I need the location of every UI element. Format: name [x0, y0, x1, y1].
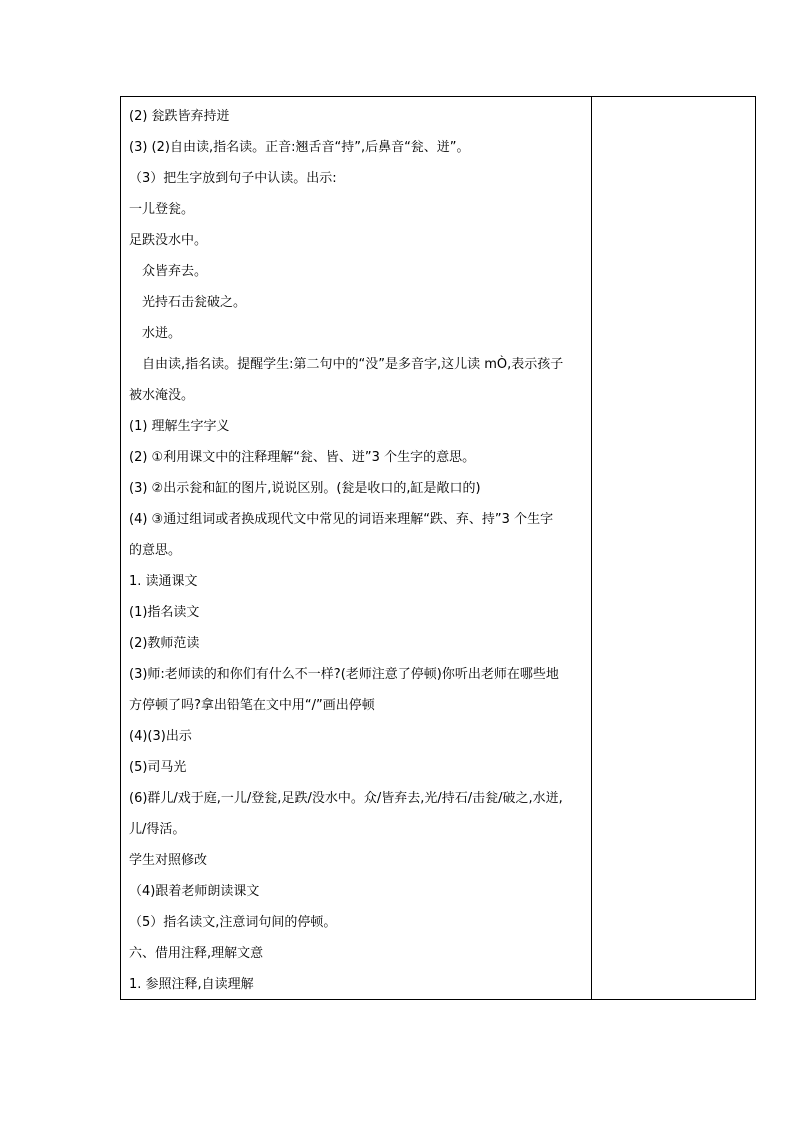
text-line: (2) ①利用课文中的注释理解“瓮、皆、迸”3 个生字的意思。	[129, 450, 476, 465]
text-line: 儿/得活。	[129, 822, 186, 837]
text-line: (6)群儿/戏于庭,一儿/登瓮,足跌/没水中。众/皆弃去,光/持石/击瓮/破之,水迸,	[129, 791, 563, 806]
text-line: (3)师:老师读的和你们有什么不一样?(老师注意了停顿)你听出老师在哪些地	[129, 667, 559, 682]
text-line: (2)教师范读	[129, 636, 200, 651]
text-line: (5)司马光	[129, 760, 187, 775]
text-line: 足跌没水中。	[129, 233, 208, 248]
text-line: (3) ②出示瓮和缸的图片,说说区别。(瓮是收口的,缸是敞口的)	[129, 481, 481, 496]
text-line: 学生对照修改	[129, 853, 208, 868]
text-line: (4) ③通过组词或者换成现代文中常见的词语来理解“跌、弃、持”3 个生字	[129, 512, 554, 527]
text-line: （4)跟着老师朗读课文	[129, 884, 260, 899]
text-line: 被水淹没。	[129, 388, 195, 403]
text-line: (3) (2)自由读,指名读。正音:翘舌音“持”,后鼻音“瓮、迸”。	[129, 140, 470, 155]
text-line: (1)指名读文	[129, 605, 200, 620]
notes-cell	[592, 97, 755, 999]
text-line: 光持石击瓮破之。	[142, 295, 247, 310]
text-line: 方停顿了吗?拿出铅笔在文中用“/”画出停顿	[129, 698, 375, 713]
text-line: （3）把生字放到句子中认读。出示:	[129, 171, 337, 186]
text-line: 1. 参照注释,自读理解	[129, 977, 254, 992]
text-line: 一儿登瓮。	[129, 202, 195, 217]
lesson-plan-table	[120, 96, 756, 1000]
text-line: (4)(3)出示	[129, 729, 192, 744]
text-line: 的意思。	[129, 543, 182, 558]
text-line: 六、借用注释,理解文意	[129, 946, 264, 961]
text-line: 众皆弃去。	[142, 264, 208, 279]
text-line: (2) 瓮跌皆弃持迸	[129, 109, 230, 124]
text-line: 1. 读通课文	[129, 574, 198, 589]
text-line: 自由读,指名读。提醒学生:第二句中的“没”是多音字,这儿读 mÒ,表示孩子	[142, 357, 564, 372]
teaching-content-cell	[129, 101, 587, 1000]
text-line: （5）指名读文,注意词句间的停顿。	[129, 915, 337, 930]
text-line: 水迸。	[142, 326, 182, 341]
text-line: (1) 理解生字字义	[129, 419, 230, 434]
